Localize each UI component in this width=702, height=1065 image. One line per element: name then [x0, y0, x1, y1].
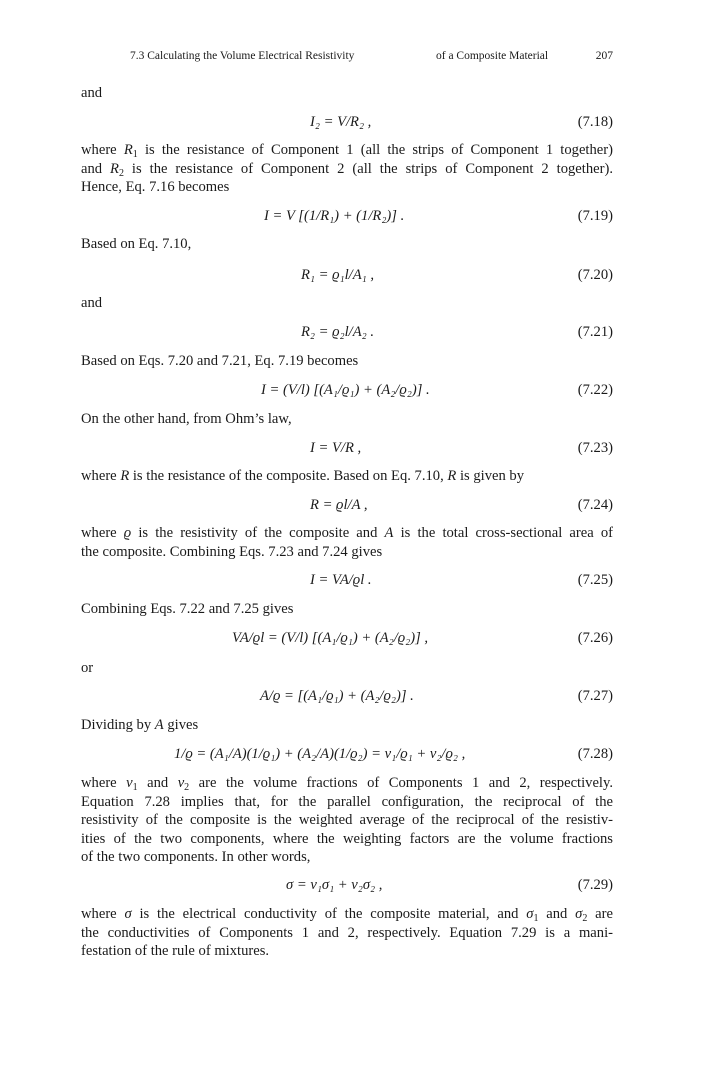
- equation-expression: I = VA/ϱl .: [310, 572, 372, 588]
- equation-7-20: [81, 267, 613, 287]
- equation-number: (7.26): [577, 630, 613, 646]
- equation-7-29: [81, 877, 613, 897]
- equation-expression: I = V [(1/R₁) + (1/R₂)] .: [264, 208, 405, 224]
- paragraph-ohms-law: On the other hand, from Ohm’s law,: [81, 411, 292, 427]
- paragraph-based-7-10: Based on Eq. 7.10,: [81, 236, 192, 252]
- equation-expression: R₁ = ϱ₁l/A₁ ,: [301, 267, 375, 283]
- equation-number: (7.19): [577, 208, 613, 224]
- paragraph-dividing: Dividing by A gives: [81, 717, 199, 733]
- running-head-section-cont: of a Composite Material: [436, 50, 549, 62]
- equation-number: (7.21): [577, 324, 613, 340]
- equation-number: (7.24): [577, 497, 613, 513]
- equation-7-27: [81, 688, 613, 708]
- equation-7-25: [81, 572, 613, 592]
- equation-expression: R₂ = ϱ₂l/A₂ .: [301, 324, 375, 340]
- equation-7-24: [81, 497, 613, 517]
- equation-expression: A/ϱ = [(A₁/ϱ₁) + (A₂/ϱ₂)] .: [260, 688, 414, 704]
- paragraph-based-7-20: Based on Eqs. 7.20 and 7.21, Eq. 7.19 becomes: [81, 353, 359, 369]
- equation-expression: σ = v₁σ₁ + v₂σ₂ ,: [286, 877, 383, 893]
- equation-number: (7.27): [577, 688, 613, 704]
- equation-7-19: [81, 208, 613, 228]
- equation-7-23: [81, 440, 613, 460]
- page-number: 207: [595, 50, 613, 62]
- paragraph-where-r: where R is the resistance of the composite. Based on Eq. 7.10, R is given by: [81, 468, 525, 484]
- equation-7-21: [81, 324, 613, 344]
- equation-7-18: [81, 114, 613, 134]
- equation-expression: VA/ϱl = (V/l) [(A₁/ϱ₁) + (A₂/ϱ₂)] ,: [232, 630, 429, 646]
- paragraph-and-2: and: [81, 295, 103, 311]
- equation-number: (7.22): [577, 382, 613, 398]
- paragraph-resistances: where $R_1$ is the resistance of Component 1 (all the strips of Component 1 together) and $R_2$ is the resistance of Component 2 (all the strips of Component 2 together). Hence, Eq. 7.16 becomes: [81, 142, 613, 195]
- equation-number: (7.20): [577, 267, 613, 283]
- paragraph-combining-7-22: Combining Eqs. 7.22 and 7.25 gives: [81, 601, 294, 617]
- paragraph-where-rho: where ϱ is the resistivity of the composite and A is the total cross-sectional area of the composite. Combining Eqs. 7.23 and 7.24 gives: [81, 525, 613, 560]
- running-head-section: 7.3 Calculating the Volume Electrical Resistivity: [130, 50, 355, 62]
- paragraph-and-1: and: [81, 85, 103, 101]
- paragraph-or: or: [81, 660, 94, 676]
- equation-7-26: [81, 630, 613, 650]
- equation-expression: 1/ϱ = (A₁/A)(1/ϱ₁) + (A₂/A)(1/ϱ₂) = v₁/ϱ₁ + v₂/ϱ₂ ,: [174, 746, 466, 762]
- paragraph-conductivity: where σ is the electrical conductivity of the composite material, and $\sigma_1$ and $\sigma_2$ are the conductivities of Components 1 and 2, respectively. Equation 7.29 is a mani- festation of the rule of mixtures.: [81, 906, 614, 959]
- running-head: [81, 50, 613, 66]
- equation-7-28: [81, 746, 613, 766]
- equation-number: (7.25): [577, 572, 613, 588]
- equation-expression: I₂ = V/R₂ ,: [310, 114, 372, 130]
- equation-number: (7.18): [577, 114, 613, 130]
- equation-expression: I = (V/l) [(A₁/ϱ₁) + (A₂/ϱ₂)] .: [261, 382, 430, 398]
- paragraph-volume-fractions: where $v_1$ and $v_2$ are the volume fractions of Components 1 and 2, respectively. Equation 7.28 implies that, for the parallel configuration, the reciprocal of the resistivity of the composite is the weighted average of the reciprocal of the resistiv- ities of the two components, where the weighting factors are the volume fractions of the two components. In other words,: [81, 775, 613, 865]
- equation-expression: I = V/R ,: [310, 440, 362, 456]
- equation-number: (7.23): [577, 440, 613, 456]
- equation-7-22: [81, 382, 613, 402]
- equation-number: (7.29): [577, 877, 613, 893]
- equation-number: (7.28): [577, 746, 613, 762]
- equation-expression: R = ϱl/A ,: [310, 497, 368, 513]
